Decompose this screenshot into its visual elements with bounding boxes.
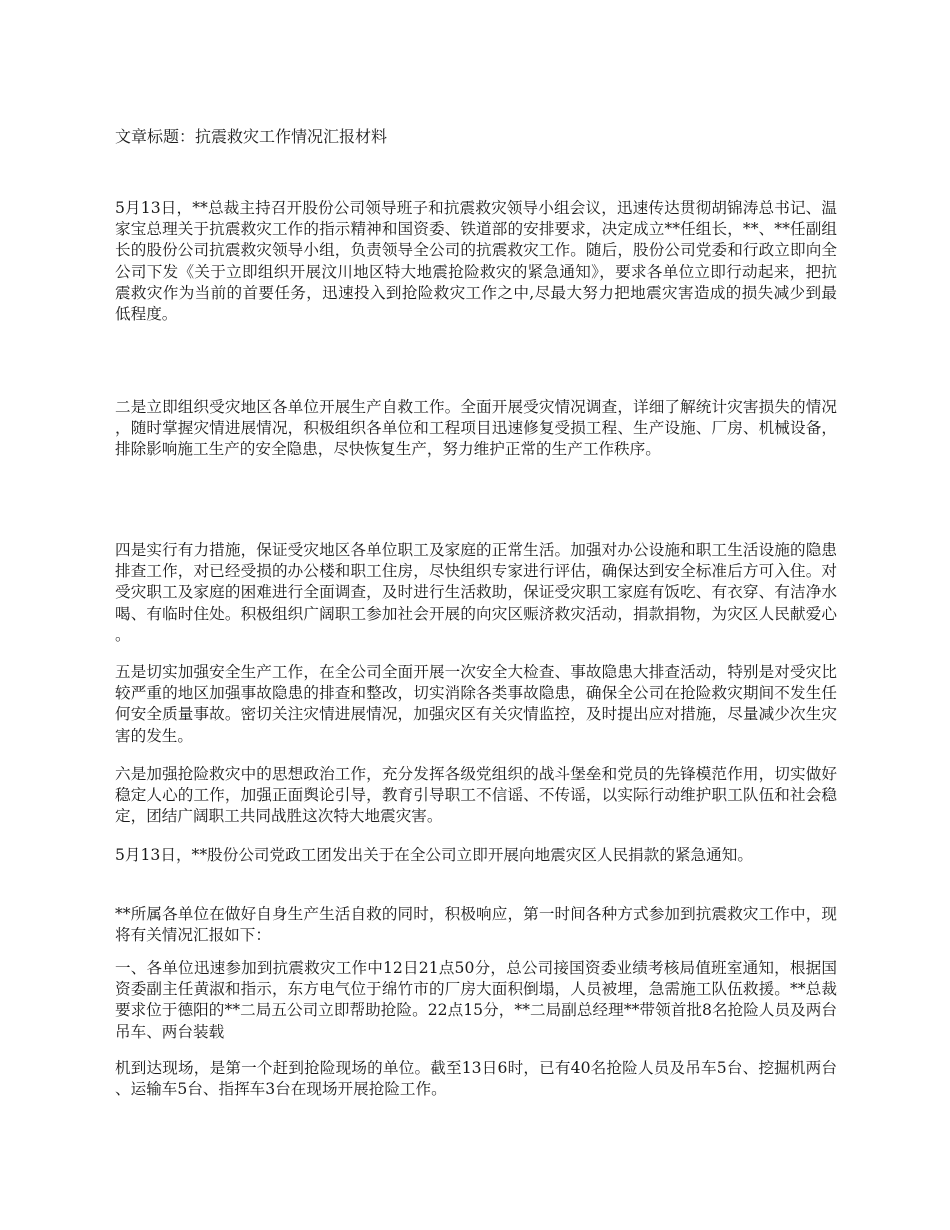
paragraph-donation-notice: 5月13日，**股份公司党政工团发出关于在全公司立即开展向地震灾区人民捐款的紧急通知。 <box>115 846 753 864</box>
paragraph-report-intro: **所属各单位在做好自身生产生活自救的同时，积极响应，第一时间各种方式参加到抗震救灾工作中，现将有关情况汇报如下： <box>115 905 837 945</box>
document-page <box>115 0 837 1230</box>
paragraph-second: 二是立即组织受灾地区各单位开展生产自救工作。全面开展受灾情况调查，详细了解统计灾害损失的情况，随时掌握灾情进展情况，积极组织各单位和工程项目迅速修复受损工程、生产设施、厂房、机械设备，排除影响施工生产的安全隐患，尽快恢复生产，努力维护正常的生产工作秩序。 <box>115 398 837 459</box>
article-title: 文章标题：抗震救灾工作情况汇报材料 <box>115 127 388 146</box>
paragraph-sixth: 六是加强抢险救灾中的思想政治工作，充分发挥各级党组织的战斗堡垒和党员的先锋模范作用，切实做好稳定人心的工作，加强正面舆论引导，教育引导职工不信谣、不传谣，以实际行动维护职工队伍和社会稳定，团结广阔职工共同战胜这次特大地震灾害。 <box>115 765 837 826</box>
paragraph-fifth: 五是切实加强安全生产工作，在全公司全面开展一次安全大检查、事故隐患大排查活动，特别是对受灾比较严重的地区加强事故隐患的排查和整改，切实消除各类事故隐患，确保全公司在抢险救灾期间不发生任何安全质量事故。密切关注灾情进展情况，加强灾区有关灾情监控，及时提出应对措施，尽量减少次生灾害的发生。 <box>115 663 837 745</box>
paragraph-section-one-continued: 机到达现场，是第一个赶到抢险现场的单位。截至13日6时，已有40名抢险人员及吊车5台、挖掘机两台、运输车5台、指挥车3台在现场开展抢险工作。 <box>115 1059 837 1099</box>
paragraph-section-one: 一、各单位迅速参加到抗震救灾工作中12日21点50分，总公司接国资委业绩考核局值班室通知，根据国资委副主任黄淑和指示，东方电气位于绵竹市的厂房大面积倒塌，人员被埋，急需施工队伍救援。**总裁要求位于德阳的**二局五公司立即帮助抢险。22点15分，**二局副总经理**带领首批8名抢险人员及两台吊车、两台装载 <box>115 959 837 1041</box>
paragraph-intro: 5月13日，**总裁主持召开股份公司领导班子和抗震救灾领导小组会议，迅速传达贯彻胡锦涛总书记、温家宝总理关于抗震救灾工作的指示精神和国资委、铁道部的安排要求，决定成立**任组长，**、**任副组长的股份公司抗震救灾领导小组，负责领导全公司的抗震救灾工作。随后，股份公司党委和行政立即向全公司下发《关于立即组织开展汶川地区特大地震抢险救灾的紧急通知》，要求各单位立即行动起来，把抗震救灾作为当前的首要任务，迅速投入到抢险救灾工作之中,尽最大努力把地震灾害造成的损失减少到最低程度。 <box>115 199 837 324</box>
paragraph-fourth: 四是实行有力措施，保证受灾地区各单位职工及家庭的正常生活。加强对办公设施和职工生活设施的隐患排查工作，对已经受损的办公楼和职工住房，尽快组织专家进行评估，确保达到安全标准后方可入住。对受灾职工及家庭的困难进行全面调查，及时进行生活救助，保证受灾职工家庭有饭吃、有衣穿、有洁净水喝、有临时住处。积极组织广阔职工参加社会开展的向灾区赈济救灾活动，捐款捐物，为灾区人民献爱心。 <box>115 541 837 644</box>
